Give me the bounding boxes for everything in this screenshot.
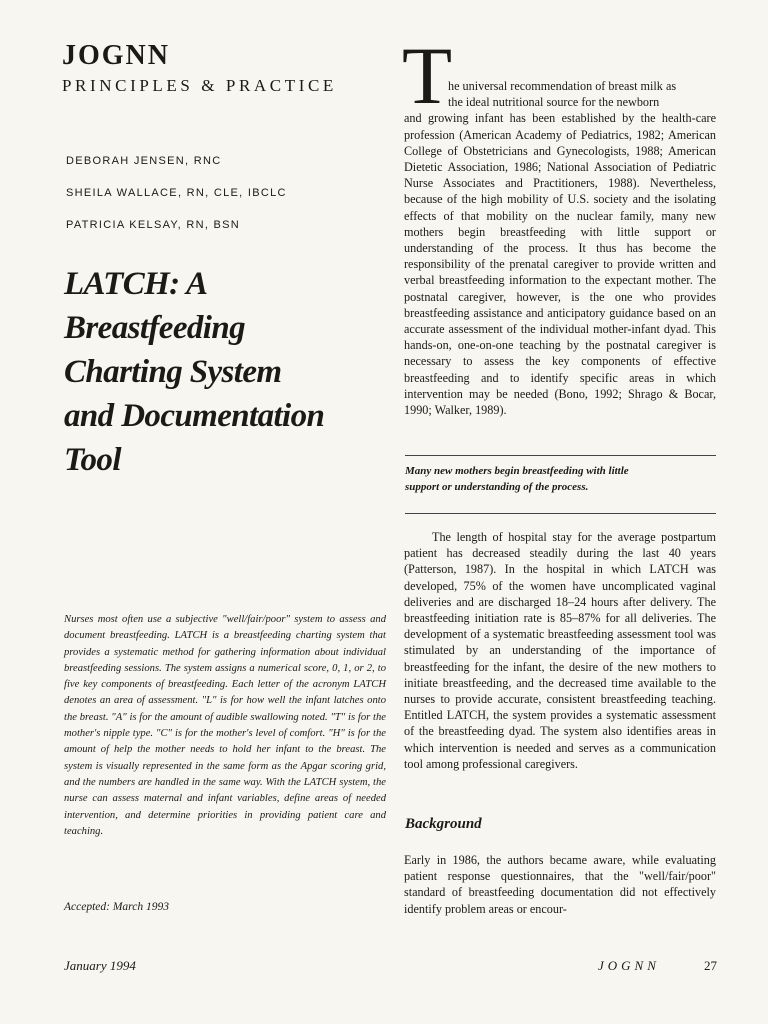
author-2: SHEILA WALLACE, RN, CLE, IBCLC <box>66 187 287 199</box>
body-paragraph-2: The length of hospital stay for the average postpartum patient has decreased steadily during the last 40 years (Patterson, 1987). In the hospital in which LATCH was developed, 75% of the women have uncomplicated vaginal deliveries and are discharged 18–24 hours after delivery. The breastfeeding initiation rate is 85–87% for all deliveries. The development of a systematic breastfeeding assessment tool was stimulated by an understanding of the importance of breastfeeding for the infant, the desire of the new mothers to initiate breastfeeding, and the decreased time available to the nurses to provide accurate, consistent breastfeeding teaching. Entitled LATCH, the system provides a systematic assessment of the breastfeeding dyad. The system also identifies areas in which intervention is needed and serves as a communication tool among professional caregivers. <box>404 530 716 771</box>
drop-cap: T <box>402 30 453 121</box>
title-line-2: Breastfeeding <box>64 310 246 346</box>
intro-paragraph <box>404 78 716 418</box>
series-title: PRINCIPLES & PRACTICE <box>62 76 337 95</box>
intro-line-1: he universal recommendation of breast milk as <box>448 79 677 93</box>
title-line-3: Charting System <box>64 354 282 390</box>
pullquote-rule-bottom <box>405 513 716 514</box>
title-line-4: and Documentation <box>64 398 325 434</box>
journal-logo: JOGNN <box>62 40 170 71</box>
footer-date: January 1994 <box>64 958 136 973</box>
section-heading-background: Background <box>405 816 482 832</box>
footer-journal: JOGNN <box>598 958 660 973</box>
author-3: PATRICIA KELSAY, RN, BSN <box>66 219 241 231</box>
page-number: 27 <box>704 958 717 973</box>
abstract: Nurses most often use a subjective "well/fair/poor" system to assess and document breastfeeding. LATCH is a breastfeeding charting system that provides a systematic method for gathering information about individual breastfeeding sessions. The system assigns a numerical score, 0, 1, or 2, to five key components of breastfeeding. Each letter of the acronym LATCH denotes an area of assessment. "L" is for how well the infant latches onto the breast. "A" is for the amount of audible swallowing noted. "T" is for the mother's nipple type. "C" is for the mother's level of comfort. "H" is for the amount of help the mother needs to hold her infant to the breast. The system is visually represented in the same form as the Apgar scoring grid, and the numbers are handled in the same way. With the LATCH system, the nurse can assess maternal and infant variables, define areas of needed intervention, and determine priorities in providing patient care and teaching. <box>64 614 386 837</box>
accepted-date: Accepted: March 1993 <box>64 901 169 913</box>
article-title <box>64 262 384 482</box>
title-line-1: LATCH: A <box>64 266 208 302</box>
pullquote: Many new mothers begin breastfeeding with little support or understanding of the process. <box>405 465 629 494</box>
body-paragraph-3: Early in 1986, the authors became aware, while evaluating patient response questionnaires, that the "well/fair/poor" standard of breastfeeding documentation did not effectively identify problem areas or encour- <box>404 853 716 916</box>
author-1: DEBORAH JENSEN, RNC <box>66 155 222 167</box>
intro-line-2: the ideal nutritional source for the newborn <box>448 95 660 110</box>
title-line-5: Tool <box>64 442 121 478</box>
pullquote-rule-top <box>405 455 716 456</box>
intro-rest: and growing infant has been established by the health-care profession (American Academy of Pediatrics, 1982; American College of Obstetricians and Gynecologists, 1988; American Dietetic Association, 1986; National Association of Pediatric Nurse Associates and Practitioners, 1988). Nevertheless, because of the high mobility of U.S. society and the isolating effects of that mobility on the nuclear family, many new mothers begin breastfeeding with little support or understanding of the process. It thus has become the responsibility of the prenatal caregiver to provide written and verbal breastfeeding information to the expectant mother. The postnatal caregiver, however, is the one who provides breastfeeding assistance and anticipatory guidance based on an accurate assessment of the individual mother-infant dyad. This hands-on, one-on-one teaching by the postnatal caregiver is necessary to assess the key components of effective breastfeeding and to identify specific areas in which intervention may be needed (Bono, 1992; Shrago & Bocar, 1990; Walker, 1989). <box>404 111 716 418</box>
